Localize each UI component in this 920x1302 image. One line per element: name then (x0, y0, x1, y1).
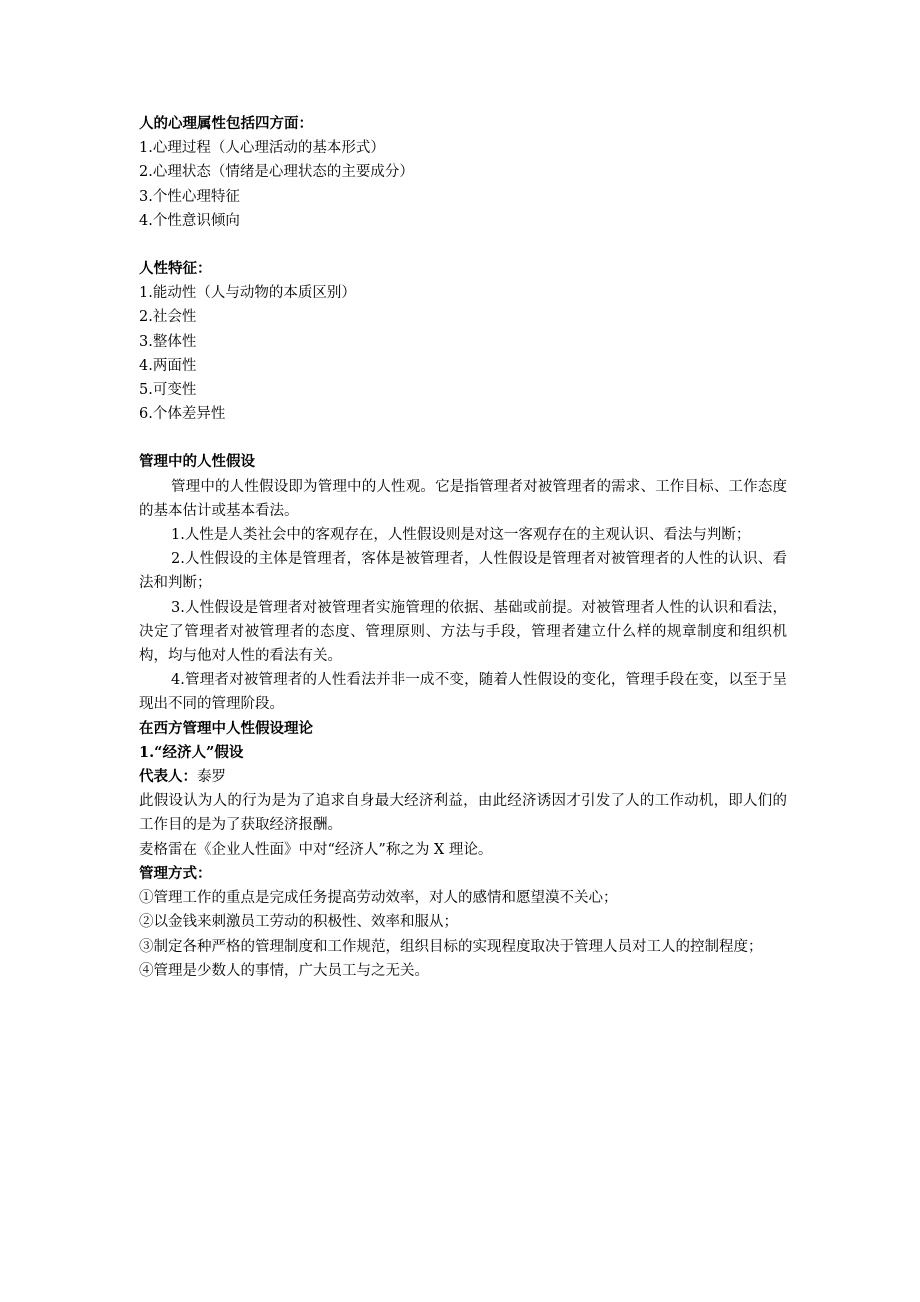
section-heading-human-nature: 人性特征： (139, 260, 212, 278)
paragraph: 此假设认为人的行为是为了追求自身最大经济利益，由此经济诱因才引发了人的工作动机，即人们的工作目的是为了获取经济报酬。 (139, 793, 787, 834)
spacer (139, 426, 787, 450)
document-body (139, 112, 787, 983)
list-item: 1.能动性（人与动物的本质区别） (139, 285, 356, 302)
list-item: 4.两面性 (139, 357, 197, 374)
list-item: 3.整体性 (139, 333, 197, 350)
section-heading-management-assumption: 管理中的人性假设 (139, 453, 255, 471)
section-heading-western-theories: 在西方管理中人性假设理论 (139, 719, 313, 737)
list-item: 6.个体差异性 (139, 406, 226, 423)
paragraph: 3.人性假设是管理者对被管理者实施管理的依据、基础或前提。对被管理者人性的认识和看法，决定了管理者对被管理者的态度、管理原则、方法与手段，管理者建立什么样的规章制度和组织机构，均与他对人性的看法有关。 (139, 599, 787, 665)
methods-heading: 管理方式： (139, 864, 212, 882)
list-item: ①管理工作的重点是完成任务提高劳动效率，对人的感情和愿望漠不关心； (139, 890, 618, 907)
list-item: 1.心理过程（人心理活动的基本形式） (139, 140, 385, 157)
list-item: 2.心理状态（情绪是心理状态的主要成分） (139, 164, 414, 181)
paragraph: 2.人性假设的主体是管理者，客体是被管理者，人性假设是管理者对被管理者的人性的认识、看法和判断； (139, 551, 787, 592)
list-item: ④管理是少数人的事情，广大员工与之无关。 (139, 962, 429, 979)
paragraph: 4.管理者对被管理者的人性看法并非一成不变，随着人性假设的变化，管理手段在变，以至于呈现出不同的管理阶段。 (139, 672, 787, 713)
representative-value: 泰罗 (197, 769, 226, 786)
paragraph: 1.人性是人类社会中的客观存在，人性假设则是对这一客观存在的主观认识、看法与判断； (171, 527, 751, 544)
list-item: 4.个性意识倾向 (139, 212, 240, 229)
paragraph: 管理中的人性假设即为管理中的人性观。它是指管理者对被管理者的需求、工作目标、工作态度的基本估计或基本看法。 (139, 478, 787, 519)
subsection-heading-economic-man: 1.“经济人”假设 (139, 743, 244, 761)
list-item: 3.个性心理特征 (139, 188, 240, 205)
representative-label: 代表人： (139, 768, 197, 786)
list-item: ②以金钱来刺激员工劳动的积极性、效率和服从； (139, 914, 458, 931)
list-item: 5.可变性 (139, 382, 197, 399)
paragraph: 麦格雷在《企业人性面》中对“经济人”称之为 X 理论。 (139, 841, 493, 858)
spacer (139, 233, 787, 257)
list-item: ③制定各种严格的管理制度和工作规范，组织目标的实现程度取决于管理人员对工人的控制程度； (139, 938, 763, 955)
section-heading-psychological-attributes: 人的心理属性包括四方面： (139, 115, 313, 132)
representative-line (139, 765, 787, 789)
list-item: 2.社会性 (139, 309, 197, 326)
